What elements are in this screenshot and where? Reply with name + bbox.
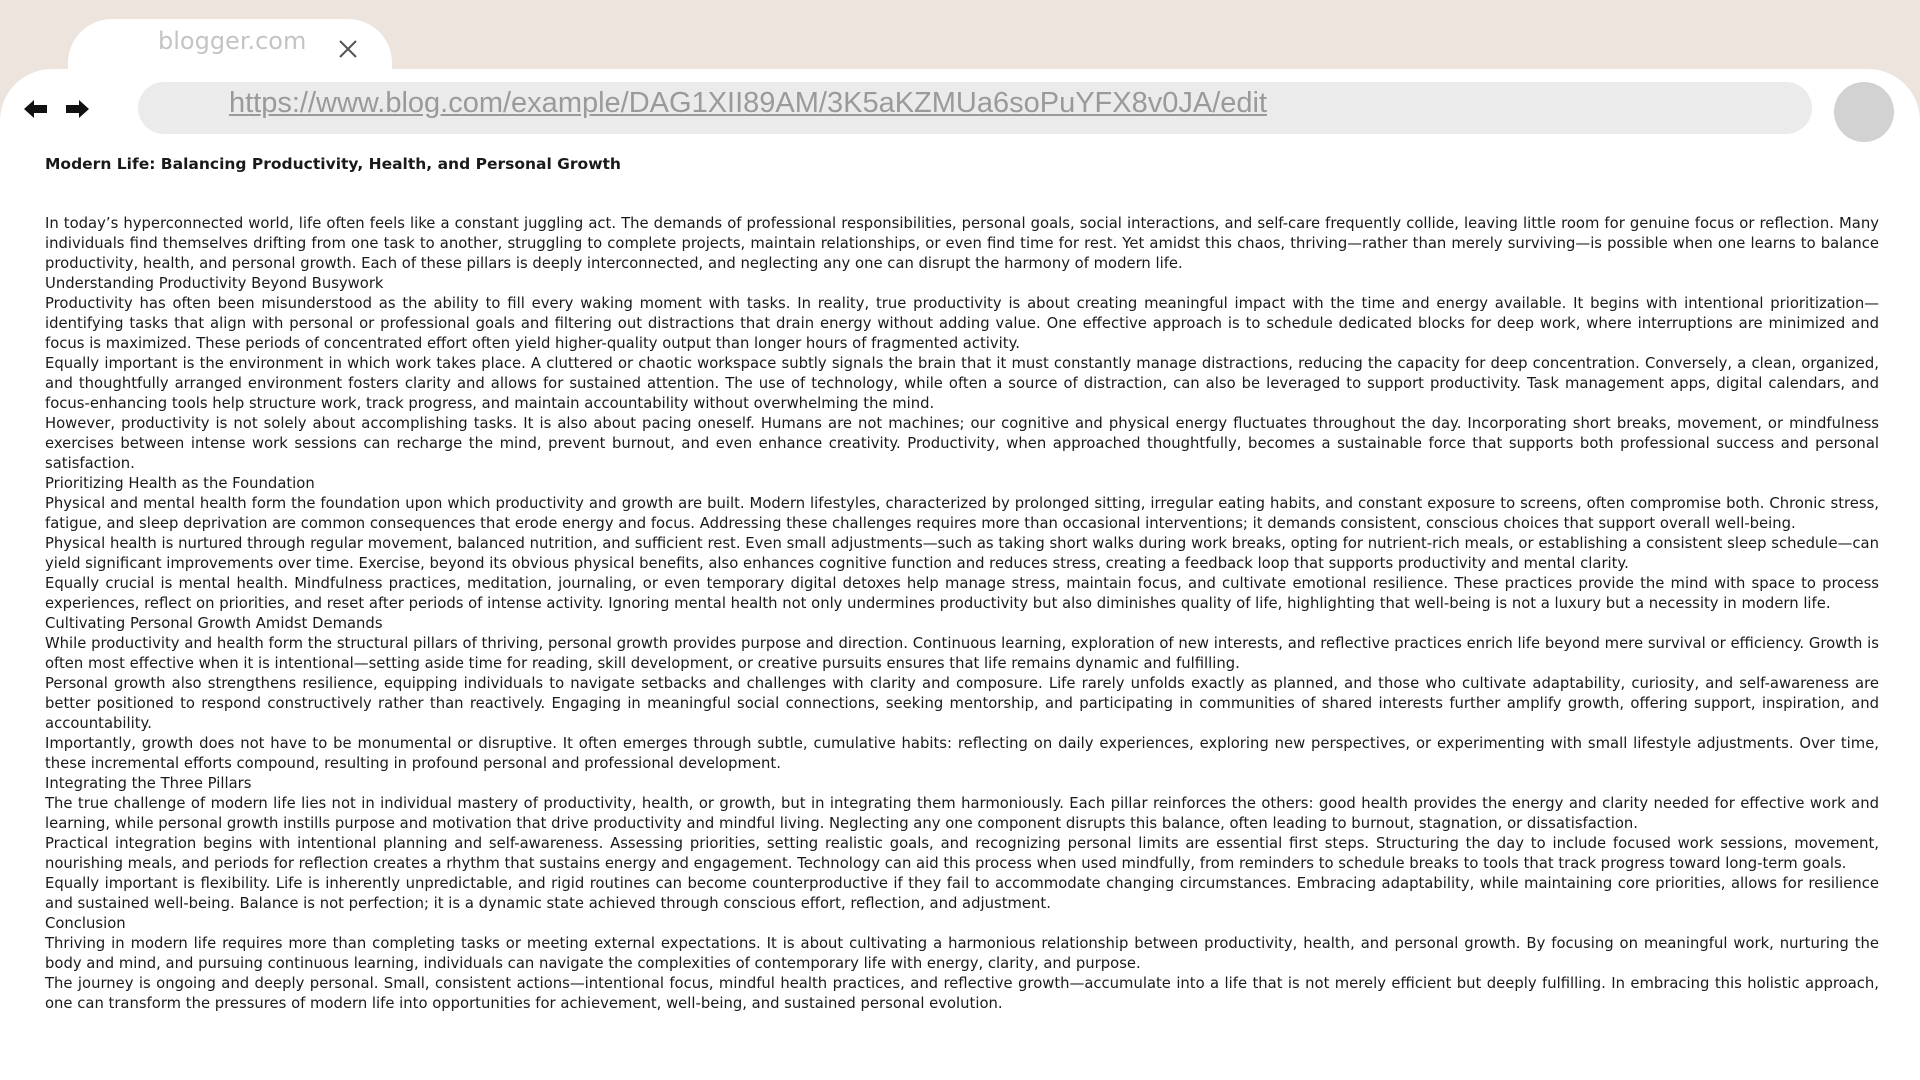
paragraph: In today’s hyperconnected world, life often feels like a constant juggling act. The demands of professional responsibilities, personal goals, social interactions, and self-care frequently collide, leaving little room for genuine focus or reflection. Many individuals find themselves drifting from one task to another, struggling to complete projects, maintain relationships, or even find time for rest. Yet amidst this chaos, thriving—rather than merely surviving—is possible when one learns to balance productivity, health, and personal growth. Each of these pillars is deeply interconnected, and neglecting any one can disrupt the harmony of modern life. [45,215,1879,272]
arrow-right-icon[interactable] [63,95,91,123]
paragraph: Equally important is flexibility. Life is inherently unpredictable, and rigid routines can become counterproductive if they fail to accommodate changing circumstances. Embracing adaptability, while maintaining core priorities, allows for resilience and sustained well-being. Balance is not perfection; it is a dynamic state achieved through conscious effort, reflection, and adjustment. [45,875,1879,912]
tab-title: blogger.com [158,27,307,55]
paragraph: The true challenge of modern life lies not in individual mastery of productivity, health, or growth, but in integrating them harmoniously. Each pillar reinforces the others: good health provides the energy and clarity needed for effective work and learning, while personal growth instills purpose and motivation that drive productivity and mindful living. Neglecting any one component disrupts this balance, often leading to burnout, stagnation, or dissatisfaction. [45,795,1879,832]
paragraph: The journey is ongoing and deeply personal. Small, consistent actions—intentional focus, mindful health practices, and reflective growth—accumulate into a life that is not merely efficient but deeply fulfilling. In embracing this holistic approach, one can transform the pressures of modern life into opportunities for achievement, well-being, and sustained personal evolution. [45,975,1879,1012]
paragraph: However, productivity is not solely about accomplishing tasks. It is also about pacing oneself. Humans are not machines; our cognitive and physical energy fluctuates throughout the day. Incorporating short breaks, movement, or mindfulness exercises between intense work sessions can recharge the mind, prevent burnout, and even enhance creativity. Productivity, when approached thoughtfully, becomes a sustainable force that supports both professional success and personal satisfaction. [45,415,1879,472]
paragraph: Physical health is nurtured through regular movement, balanced nutrition, and sufficient rest. Even small adjustments—such as taking short walks during work breaks, opting for nutrient-rich meals, or establishing a consistent sleep schedule—can yield significant improvements over time. Exercise, beyond its obvious physical benefits, also enhances cognitive function and reduces stress, creating a feedback loop that supports productivity and mental clarity. [45,535,1879,572]
paragraph: Understanding Productivity Beyond Busywork [45,275,384,292]
paragraph: Physical and mental health form the foundation upon which productivity and growth are built. Modern lifestyles, characterized by prolonged sitting, irregular eating habits, and constant exposure to screens, often compromise both. Chronic stress, fatigue, and sleep deprivation are common consequences that erode energy and focus. Addressing these challenges requires more than occasional interventions; it demands consistent, conscious choices that support overall well-being. [45,495,1879,532]
paragraph: Equally crucial is mental health. Mindfulness practices, meditation, journaling, or even temporary digital detoxes help manage stress, maintain focus, and cultivate emotional resilience. These practices provide the mind with space to process experiences, reflect on priorities, and reset after periods of intense activity. Ignoring mental health not only undermines productivity but also diminishes quality of life, highlighting that well-being is not a luxury but a necessity in modern life. [45,575,1879,612]
paragraph: Integrating the Three Pillars [45,775,252,792]
close-icon[interactable] [334,35,362,63]
browser-window [0,69,1920,1080]
paragraph: Equally important is the environment in which work takes place. A cluttered or chaotic workspace subtly signals the brain that it must constantly manage distractions, reducing the capacity for deep concentration. Conversely, a clean, organized, and thoughtfully arranged environment fosters clarity and allows for sustained attention. The use of technology, while often a source of distraction, can also be leveraged to support productivity. Task management apps, digital calendars, and focus-enhancing tools help structure work, track progress, and maintain accountability without overwhelming the mind. [45,355,1879,412]
paragraph: Conclusion [45,915,126,932]
paragraph: Prioritizing Health as the Foundation [45,475,315,492]
paragraph: Practical integration begins with intentional planning and self-awareness. Assessing priorities, setting realistic goals, and recognizing personal limits are essential first steps. Structuring the day to include focused work sessions, movement, nourishing meals, and periods for reflection creates a rhythm that sustains energy and engagement. Technology can aid this process when used mindfully, from reminders to schedule breaks to tools that track progress toward long-term goals. [45,835,1879,872]
arrow-left-icon[interactable] [22,95,50,123]
paragraph: Importantly, growth does not have to be monumental or disruptive. It often emerges through subtle, cumulative habits: reflecting on daily experiences, exploring new perspectives, or experimenting with small lifestyle adjustments. Over time, these incremental efforts compound, resulting in profound personal and professional development. [45,735,1879,772]
address-bar[interactable] [138,82,1812,134]
document-body [45,214,1879,1014]
paragraph: Personal growth also strengthens resilience, equipping individuals to navigate setbacks and challenges with clarity and composure. Life rarely unfolds exactly as planned, and those who cultivate adaptability, curiosity, and self-awareness are better positioned to respond constructively rather than reactively. Engaging in meaningful social connections, seeking mentorship, and participating in communities of shared interests further amplify growth, offering support, inspiration, and accountability. [45,675,1879,732]
avatar[interactable] [1834,82,1894,142]
paragraph: Productivity has often been misunderstood as the ability to fill every waking moment with tasks. In reality, true productivity is about creating meaningful impact with the time and energy available. It begins with intentional prioritization—identifying tasks that align with personal or professional goals and filtering out distractions that drain energy without adding value. One effective approach is to schedule dedicated blocks for deep work, where interruptions are minimized and focus is maximized. These periods of concentrated effort often yield higher-quality output than longer hours of fragmented activity. [45,295,1879,352]
paragraph: Cultivating Personal Growth Amidst Demands [45,615,383,632]
paragraph: While productivity and health form the structural pillars of thriving, personal growth provides purpose and direction. Continuous learning, exploration of new interests, and reflective practices enrich life beyond mere survival or efficiency. Growth is often most effective when it is intentional—setting aside time for reading, skill development, or creative pursuits ensures that life remains dynamic and fulfilling. [45,635,1879,672]
document [45,154,1879,1014]
page-title: Modern Life: Balancing Productivity, Health, and Personal Growth [45,155,621,173]
paragraph: Thriving in modern life requires more than completing tasks or meeting external expectations. It is about cultivating a harmonious relationship between productivity, health, and personal growth. By focusing on meaningful work, nurturing the body and mind, and pursuing continuous learning, individuals can navigate the complexities of contemporary life with energy, clarity, and purpose. [45,935,1879,972]
url-text[interactable]: https://www.blog.com/example/DAG1XII89AM/3K5aKZMUa6soPuYFX8v0JA/edit [229,87,1268,119]
